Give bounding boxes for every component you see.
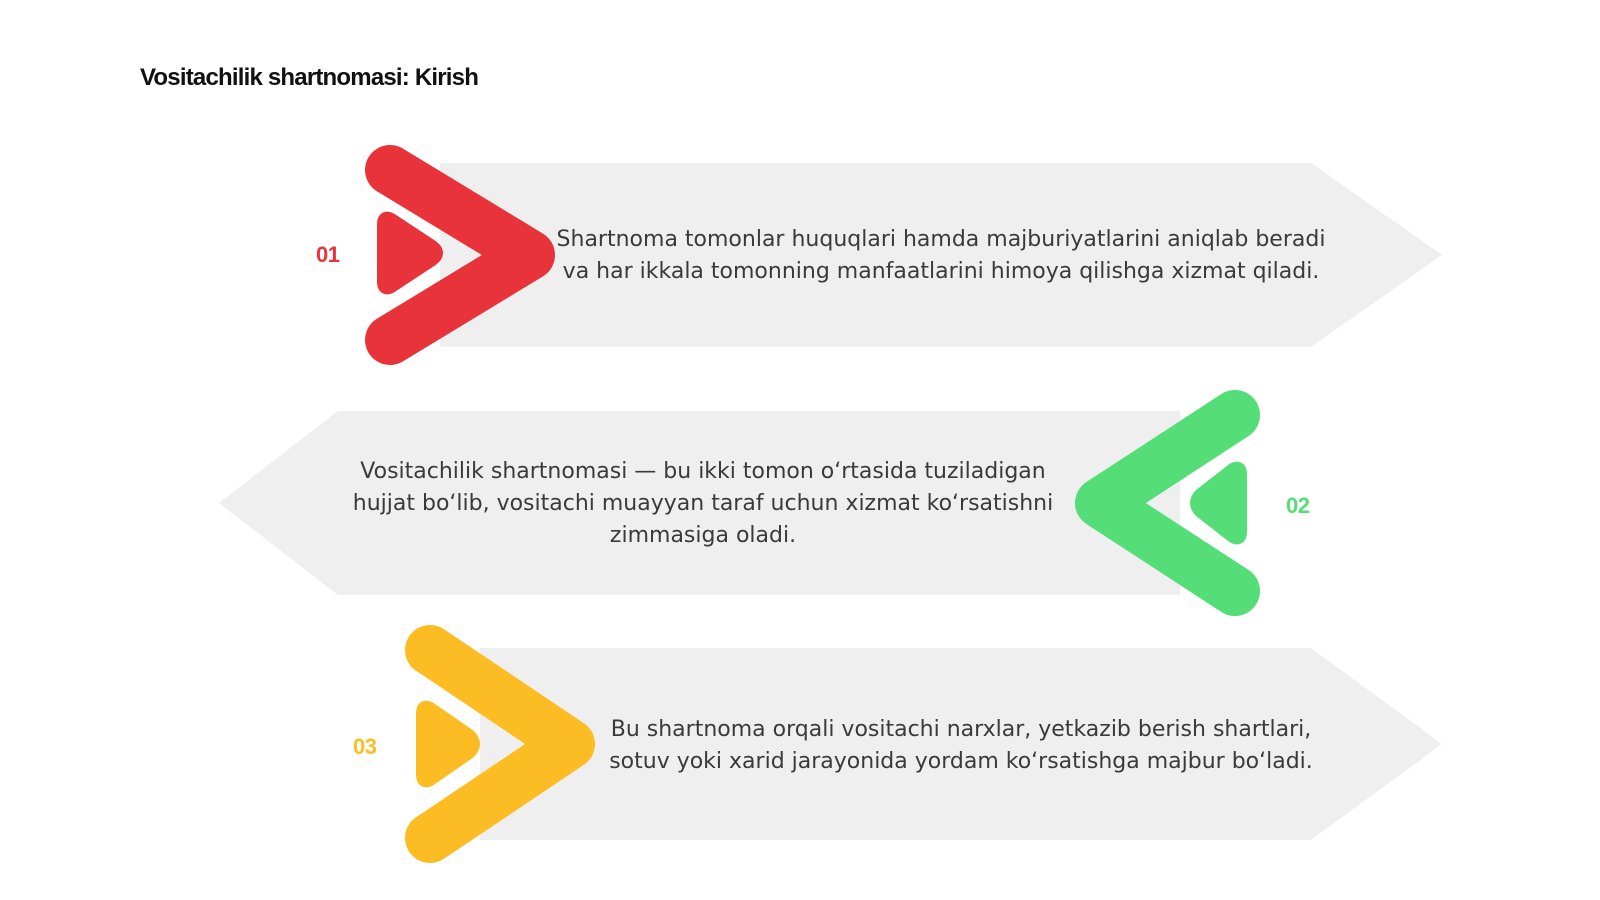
text-line: sotuv yoki xarid jarayonida yordam ko‘rsatishga majbur bo‘ladi. xyxy=(609,749,1313,774)
step-number: 01 xyxy=(316,242,340,267)
text-line: Bu shartnoma orqali vositachi narxlar, yetkazib berish shartlari, xyxy=(610,717,1312,742)
text-line: hujjat bo‘lib, vositachi muayyan taraf uchun xizmat ko‘rsatishni xyxy=(352,491,1054,516)
text-line: va har ikkala tomonning manfaatlarini himoya qilishga xizmat qiladi. xyxy=(562,259,1320,284)
text-line: Shartnoma tomonlar huquqlari hamda majburiyatlarini aniqlab beradi xyxy=(556,227,1326,252)
text-line: zimmasiga oladi. xyxy=(609,523,797,548)
text-line: Vositachilik shartnomasi — bu ikki tomon o‘rtasida tuziladigan xyxy=(360,459,1046,484)
step-number: 02 xyxy=(1286,493,1310,518)
slide-title: Vositachilik shartnomasi: Kirish xyxy=(140,64,479,91)
play-triangle-icon xyxy=(423,708,473,781)
step-number: 03 xyxy=(353,734,377,759)
step-text xyxy=(588,714,1334,778)
